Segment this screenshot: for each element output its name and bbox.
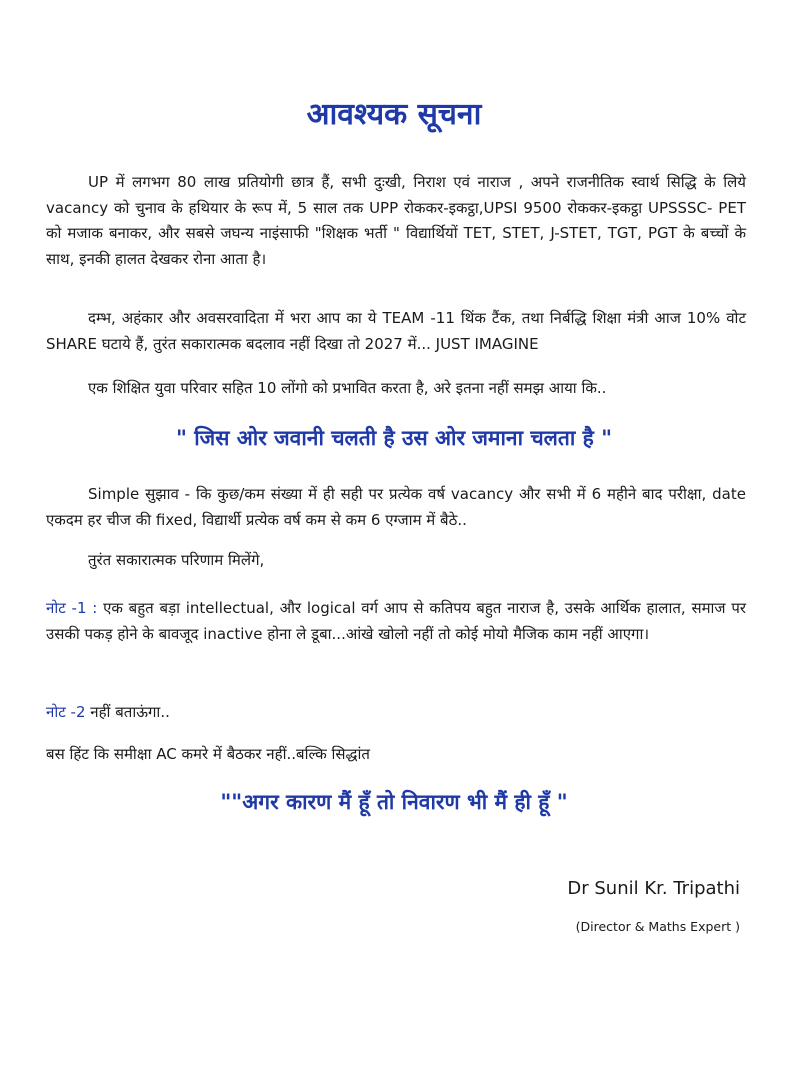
paragraph-educated-youth: एक शिक्षित युवा परिवार सहित 10 लोंगो को प्रभावित करता है, अरे इतना नहीं समझ आया कि.. — [88, 379, 607, 397]
signature-role: (Director & Maths Expert ) — [575, 919, 740, 934]
paragraph-students-situation: UP में लगभग 80 लाख प्रतियोगी छात्र हैं, सभी दुःखी, निराश एवं नाराज , अपने राजनीतिक स्वार्थ सिद्धि के लिये vacancy को चुनाव के हथियार के रूप में, 5 साल तक UPP रोककर-इकट्ठा,UPSI 9500 रोककर-इकट्ठा UPSSSC- PET को मजाक बनाकर, और सबसे जघन्य नाइंसाफी "शिक्षक भर्ती " विद्यार्थियों TET, STET, J-STET, TGT, PGT के बच्चों के साथ, इनकी हालत देखकर रोना आता है। — [46, 173, 746, 268]
note-1-text: एक बहुत बड़ा intellectual, और logical वर्ग आप से कतिपय बहुत नाराज है, उसके आर्थिक हालात, समाज पर उसकी पकड़ होने के बावजूद inactive होना ले डूबा...आंखे खोलो नहीं तो कोई मोयो मैजिक काम नहीं आएगा। — [46, 599, 746, 643]
note-2 — [46, 700, 746, 726]
paragraph-hint: बस हिंट कि समीक्षा AC कमरे में बैठकर नहीं..बल्कि सिद्धांत — [46, 745, 370, 763]
quote-youth: " जिस ओर जवानी चलती है उस ओर जमाना चलता है " — [175, 426, 613, 450]
notice-title: आवश्यक सूचना — [306, 97, 482, 132]
paragraph-think-tank: दम्भ, अहंकार और अवसरवादिता में भरा आप का ये TEAM -11 थिंक टैंक, तथा निर्बद्धि शिक्षा मंत्री आज 10% वोट SHARE घटाये हैं, तुरंत सकारात्मक बदलाव नहीं दिखा तो 2027 में... JUST IMAGINE — [46, 309, 746, 353]
note-1 — [46, 596, 746, 647]
note-1-label: नोट -1 : — [46, 599, 98, 617]
note-2-text: नहीं बताऊंगा.. — [85, 703, 170, 721]
signature-name: Dr Sunil Kr. Tripathi — [567, 878, 740, 899]
paragraph-suggestion: Simple सुझाव - कि कुछ/कम संख्या में ही सही पर प्रत्येक वर्ष vacancy और सभी में 6 महीने बाद परीक्षा, date एकदम हर चीज की fixed, विद्यार्थी प्रत्येक वर्ष कम से कम 6 एग्जाम में बैठे.. — [46, 485, 746, 529]
paragraph-positive-results: तुरंत सकारात्मक परिणाम मिलेंगे, — [88, 551, 265, 569]
note-2-label: नोट -2 — [46, 703, 86, 721]
quote-cause-solution: ""अगर कारण मैं हूँ तो निवारण भी मैं ही हूँ " — [220, 790, 568, 814]
